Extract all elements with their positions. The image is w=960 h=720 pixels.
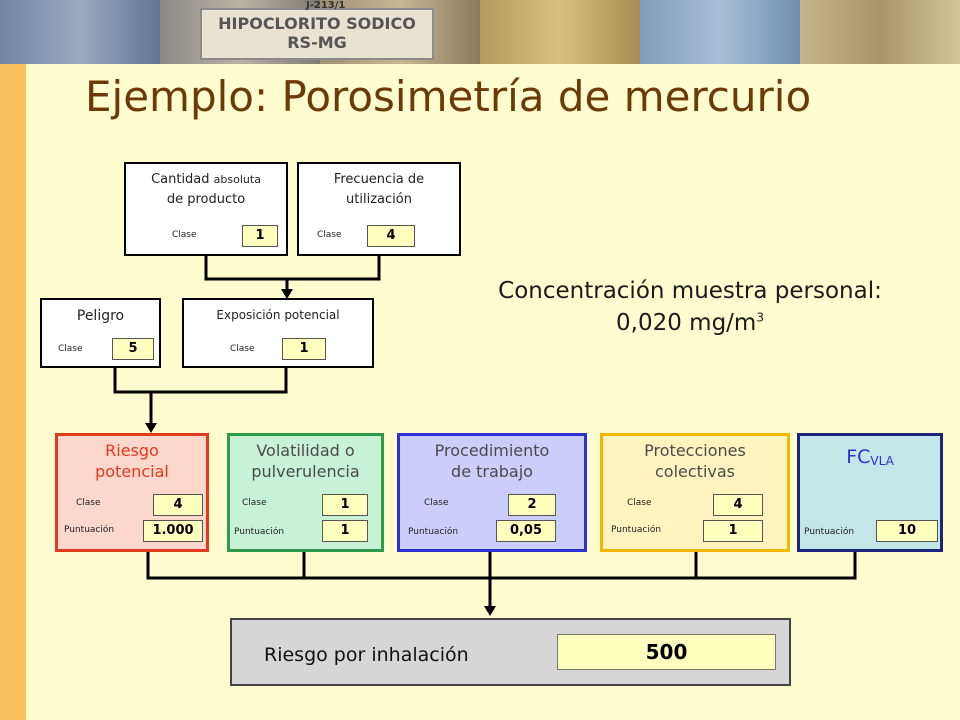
connector-mid-pair [115,368,286,392]
fc-vla-box [797,433,943,552]
page-title: Ejemplo: Porosimetría de mercurio [85,72,812,121]
riesgo-potencial-title [58,440,206,482]
volatilidad-clase-value: 1 [322,494,368,516]
banner-code: J-213/1 [306,0,346,11]
procedimiento-clase-value: 2 [508,494,556,516]
riesgo-inhalacion-label: Riesgo por inhalación [264,644,469,666]
fc-vla-title [800,446,940,468]
procedimiento-puntuacion-value: 0,05 [496,520,556,542]
protecciones-title-line2: colectivas [655,462,735,481]
frecuencia-clase-label: Clase [317,230,342,240]
riesgo-potencial-clase-value: 4 [153,494,203,516]
exposicion-clase-value: 1 [282,338,326,360]
protecciones-box [600,433,790,552]
volatilidad-puntuacion-value: 1 [322,520,368,542]
frecuencia-clase-value: 4 [367,225,415,247]
frecuencia-label-line1: Frecuencia de [333,172,425,187]
protecciones-title [603,440,787,482]
protecciones-puntuacion-label: Puntuación [611,525,662,535]
concentration-line1: Concentración muestra personal: [498,278,882,304]
frecuencia-label-line2: utilización [346,192,412,207]
cantidad-label [126,170,286,210]
riesgo-inhalacion-value: 500 [557,634,776,670]
cantidad-clase-value: 1 [242,225,278,247]
peligro-clase-label: Clase [58,344,83,354]
exposicion-box [182,298,374,368]
connector-top-pair [206,256,379,279]
volatilidad-title-line2: pulverulencia [251,462,360,481]
procedimiento-title-line1: Procedimiento [434,441,550,460]
procedimiento-clase-label: Clase [424,498,449,508]
volatilidad-title [230,440,381,482]
cantidad-box [124,162,288,256]
concentration-exponent: 3 [756,310,764,325]
volatilidad-title-line1: Volatilidad o [256,441,355,460]
riesgo-potencial-title-line2: potencial [95,462,169,481]
peligro-clase-value: 5 [112,338,154,360]
riesgo-potencial-puntuacion-value: 1.000 [143,520,203,542]
protecciones-title-line1: Protecciones [644,441,746,460]
peligro-label: Peligro [76,308,125,324]
fc-vla-title-sub: VLA [870,454,894,468]
riesgo-inhalacion-box [230,618,791,686]
fc-vla-title-main: FC [846,446,871,468]
exposicion-clase-label: Clase [230,344,255,354]
volatilidad-clase-label: Clase [242,498,267,508]
riesgo-potencial-title-line1: Riesgo [105,441,159,460]
cantidad-label-line2: de producto [166,192,246,207]
procedimiento-title-line2: de trabajo [451,462,533,481]
banner-line2: RS-MG [287,33,347,52]
concentration-text [440,278,940,336]
exposicion-label: Exposición potencial [216,308,340,322]
riesgo-potencial-box [55,433,209,552]
riesgo-potencial-clase-label: Clase [76,498,101,508]
cantidad-clase-label: Clase [172,230,197,240]
cantidad-label-small: absoluta [213,173,261,186]
arrowhead-riesgo [145,423,157,433]
protecciones-clase-label: Clase [627,498,652,508]
protecciones-puntuacion-value: 1 [703,520,763,542]
connector-bottom-bus [148,552,855,578]
arrowhead-result [484,606,496,616]
banner-line1: HIPOCLORITO SODICO [218,14,416,33]
cantidad-label-main: Cantidad [151,172,210,187]
protecciones-clase-value: 4 [713,494,763,516]
fc-vla-puntuacion-label: Puntuación [804,527,855,537]
riesgo-potencial-puntuacion-label: Puntuación [64,525,115,535]
fc-vla-puntuacion-value: 10 [876,520,938,542]
volatilidad-puntuacion-label: Puntuación [234,527,285,537]
procedimiento-puntuacion-label: Puntuación [408,527,459,537]
volatilidad-box [227,433,384,552]
procedimiento-box [397,433,587,552]
frecuencia-label [299,170,459,210]
frecuencia-box [297,162,461,256]
concentration-value: 0,020 mg/m [616,310,757,336]
peligro-box [40,298,161,368]
procedimiento-title [400,440,584,482]
